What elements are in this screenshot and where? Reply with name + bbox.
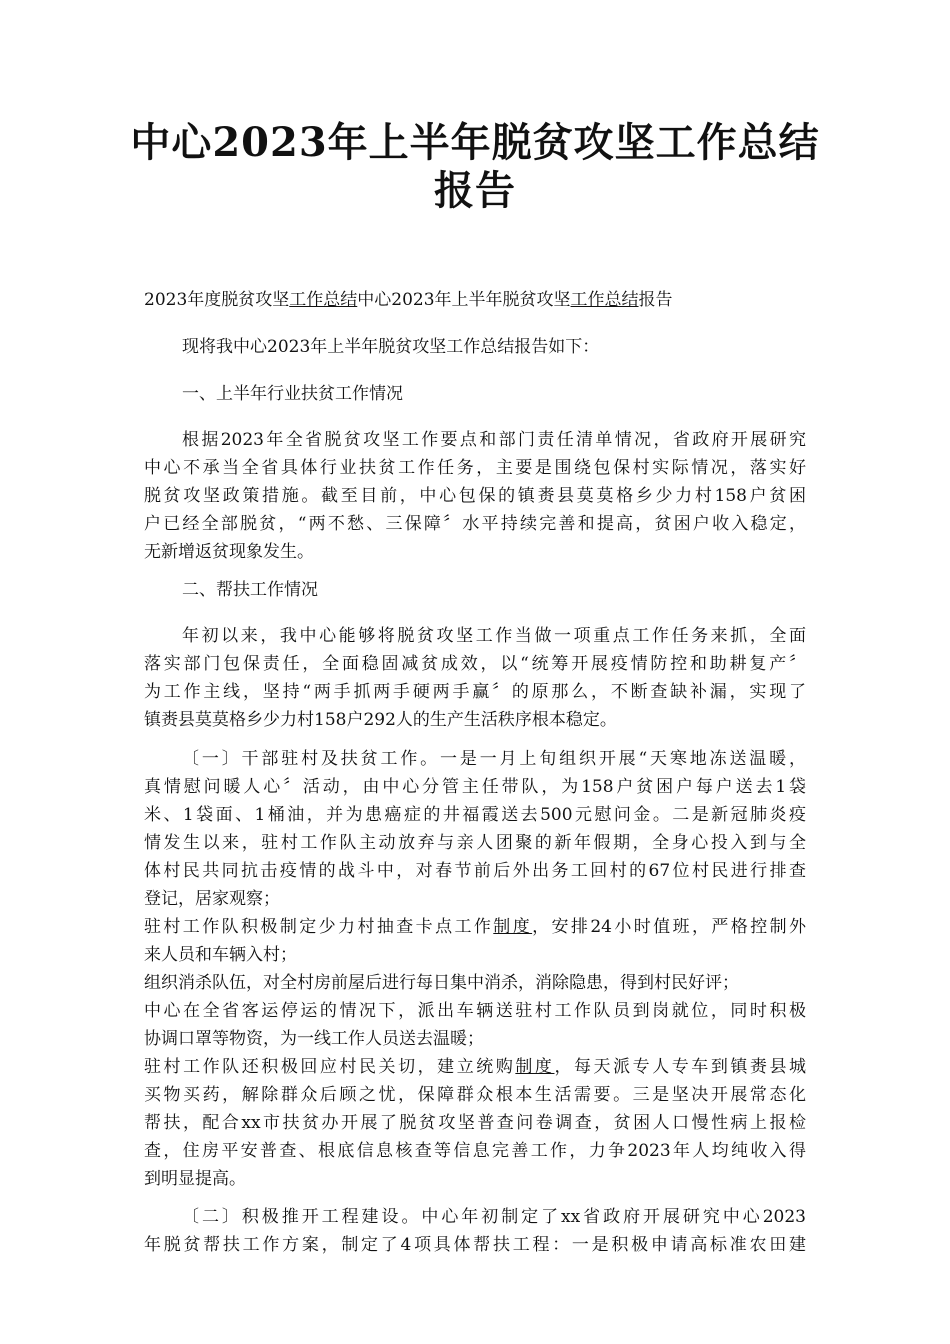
- paragraph-3-line: 〔一〕干部驻村及扶贫工作。一是一月上旬组织开展“天寒地冻送温暖，: [182, 749, 806, 769]
- paragraph-4-line: 年脱贫帮扶工作方案，制定了4项具体帮扶工程：一是积极申请高标准农田建: [144, 1235, 806, 1255]
- paragraph-3-line: 真情慰问暖人心〞活动，由中心分管主任带队，为158户贫困户每户送去1袋: [144, 777, 806, 797]
- paragraph-3-line: 来人员和车辆入村；: [144, 945, 297, 965]
- document-title-line-2: 报告: [434, 167, 516, 214]
- purchase-line: [144, 1053, 806, 1081]
- paragraph-3-line: 协调口罩等物资，为一线工作人员送去温暖；: [144, 1029, 484, 1049]
- paragraph-3-line: 中心在全省客运停运的情况下，派出车辆送驻村工作队员到岗就位，同时积极: [144, 1001, 806, 1021]
- paragraph-2-line: 为工作主线，坚持“两手抓两手硬两手赢〞的原那么，不断查缺补漏，实现了: [144, 682, 806, 702]
- section-heading-1: 一、上半年行业扶贫工作情况: [182, 384, 403, 404]
- purchase-text-a: 驻村工作队还积极回应村民关切，建立统购: [144, 1057, 516, 1077]
- document-title-line-1: 中心2023年上半年脱贫攻坚工作总结: [130, 119, 820, 166]
- paragraph-3-line: 登记，居家观察；: [144, 889, 280, 909]
- system-link-2[interactable]: 制度: [515, 1057, 555, 1077]
- paragraph-3-line: 组织消杀队伍，对全村房前屋后进行每日集中消杀，消除隐患，得到村民好评；: [144, 973, 739, 993]
- section-heading-2: 二、帮扶工作情况: [182, 580, 318, 600]
- paragraph-3-line: 帮扶，配合xx市扶贫办开展了脱贫攻坚普查问卷调查，贫困人口慢性病上报检: [144, 1113, 806, 1133]
- checkpoint-text-a: 驻村工作队积极制定少力村抽查卡点工作: [144, 917, 494, 937]
- subtitle-line: [144, 286, 806, 314]
- paragraph-3-line: 体村民共同抗击疫情的战斗中，对春节前后外出务工回村的67位村民进行排查: [144, 861, 806, 881]
- paragraph-3-line: 买物买药，解除群众后顾之忧，保障群众根本生活需要。三是坚决开展常态化: [144, 1085, 806, 1105]
- paragraph-1-line: 户已经全部脱贫，“两不愁、三保障〞水平持续完善和提高，贫困户收入稳定，: [144, 514, 806, 534]
- paragraph-2-line: 落实部门包保责任，全面稳固减贫成效，以“统筹开展疫情防控和助耕复产〞: [144, 654, 806, 674]
- intro-paragraph: 现将我中心2023年上半年脱贫攻坚工作总结报告如下：: [182, 337, 600, 357]
- paragraph-3-line: 米、1袋面、1桶油，并为患癌症的井福霞送去500元慰问金。二是新冠肺炎疫: [144, 805, 806, 825]
- work-summary-link-2[interactable]: 工作总结: [570, 290, 639, 310]
- paragraph-1-line: 无新增返贫现象发生。: [144, 542, 314, 562]
- paragraph-1-line: 根据2023年全省脱贫攻坚工作要点和部门责任清单情况，省政府开展研究: [182, 430, 806, 450]
- subtitle-text-2: 中心2023年上半年脱贫攻坚: [357, 290, 571, 310]
- paragraph-4-line: 〔二〕积极推开工程建设。中心年初制定了xx省政府开展研究中心2023: [182, 1207, 806, 1227]
- checkpoint-text-b: ，安排24小时值班，严格控制外: [532, 917, 807, 937]
- subtitle-text-1: 2023年度脱贫攻坚: [144, 290, 290, 310]
- work-summary-link-1[interactable]: 工作总结: [289, 290, 358, 310]
- paragraph-2-line: 镇赉县莫莫格乡少力村158户292人的生产生活秩序根本稳定。: [144, 710, 617, 730]
- paragraph-3-line: 到明显提高。: [144, 1169, 246, 1189]
- paragraph-1-line: 中心不承当全省具体行业扶贫工作任务，主要是围绕包保村实际情况，落实好: [144, 458, 806, 478]
- paragraph-1-line: 脱贫攻坚政策措施。截至目前，中心包保的镇赉县莫莫格乡少力村158户贫困: [144, 486, 806, 506]
- checkpoint-line: [144, 913, 806, 941]
- system-link-1[interactable]: 制度: [493, 917, 533, 937]
- purchase-text-b: ，每天派专人专车到镇赉县城: [554, 1057, 807, 1077]
- paragraph-2-line: 年初以来，我中心能够将脱贫攻坚工作当做一项重点工作任务来抓，全面: [182, 626, 806, 646]
- paragraph-3-line: 情发生以来，驻村工作队主动放弃与亲人团聚的新年假期，全身心投入到与全: [144, 833, 806, 853]
- subtitle-text-3: 报告: [638, 290, 673, 310]
- paragraph-3-line: 查，住房平安普查、根底信息核查等信息完善工作，力争2023年人均纯收入得: [144, 1141, 806, 1161]
